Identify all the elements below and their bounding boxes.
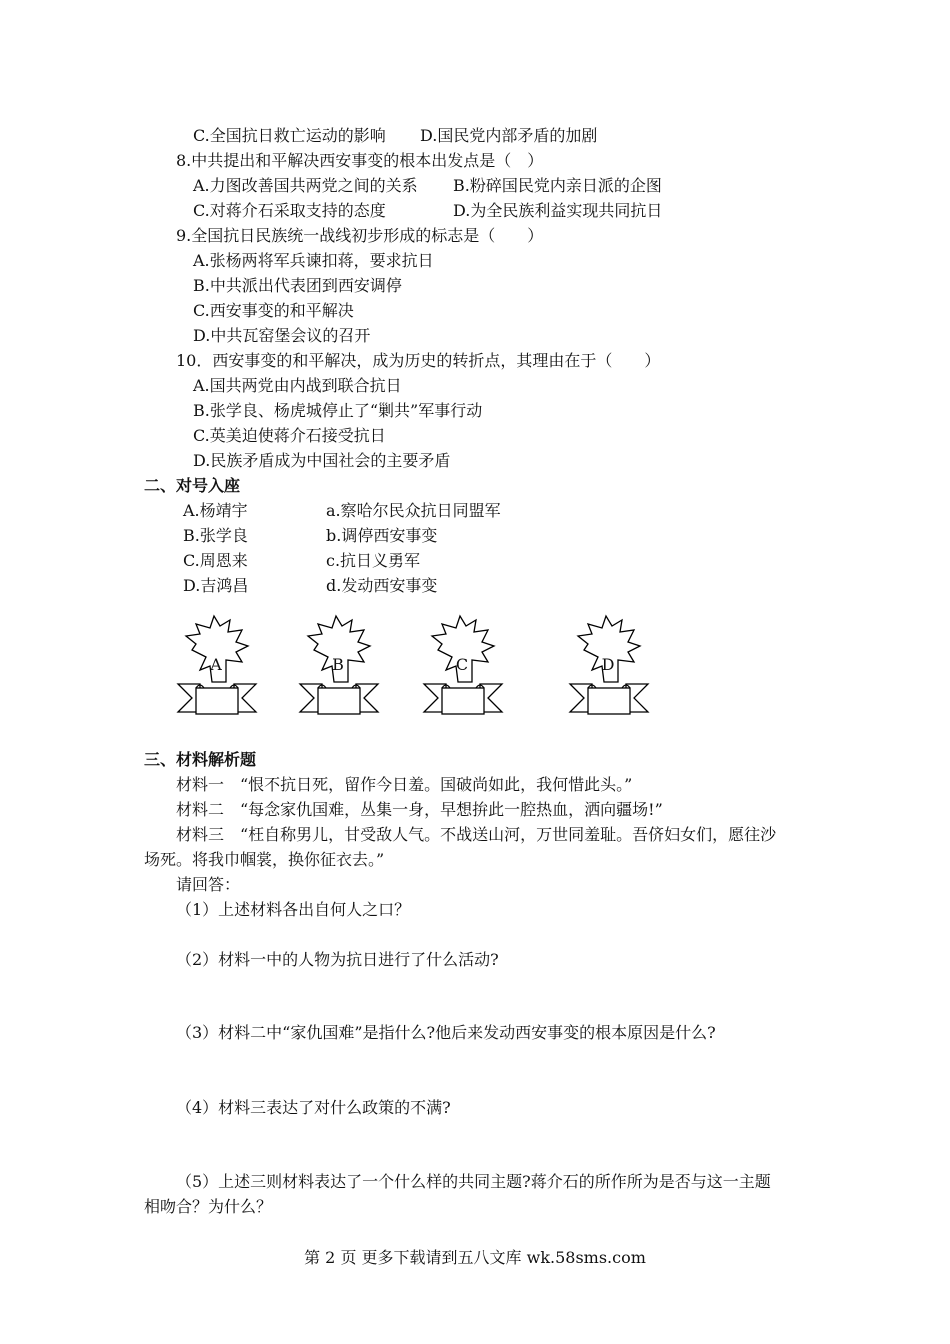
material-3-line1: 材料三 “枉自称男儿，甘受敌人气。不战送山河，万世同羞耻。吾侪妇女们，愿往沙 (176, 825, 777, 844)
matching-badges (170, 612, 670, 722)
answer-prompt: 请回答： (176, 875, 241, 894)
badge-d-label: D (601, 655, 615, 674)
q7-option-c: C.全国抗日救亡运动的影响 (193, 126, 386, 145)
question-5-line2: 相吻合？为什么？ (144, 1197, 273, 1216)
badge-d (570, 616, 648, 714)
q9-option-d: D.中共瓦窑堡会议的召开 (193, 326, 371, 345)
q7-option-d: D.国民党内部矛盾的加剧 (420, 126, 598, 145)
q9-option-a: A.张杨两将军兵谏扣蒋，要求抗日 (193, 251, 434, 270)
q8-stem: 8.中共提出和平解决西安事变的根本出发点是（ ） (176, 151, 544, 170)
q10-option-d: D.民族矛盾成为中国社会的主要矛盾 (193, 451, 451, 470)
q10-option-a: A.国共两党由内战到联合抗日 (193, 376, 402, 395)
badge-c (424, 616, 502, 714)
q10-option-b: B.张学良、杨虎城停止了“剿共”军事行动 (193, 401, 483, 420)
material-2: 材料二 “每念家仇国难，丛集一身，早想拚此一腔热血，洒向疆场!” (176, 800, 663, 819)
question-4: （4）材料三表达了对什么政策的不满? (176, 1098, 451, 1117)
q10-stem: 10．西安事变的和平解决，成为历史的转折点，其理由在于（ ） (176, 351, 661, 370)
match-left-d: D.吉鸿昌 (183, 576, 249, 595)
match-right-c: c.抗日义勇军 (326, 551, 421, 570)
badge-a (178, 616, 256, 714)
badge-b (300, 616, 378, 714)
match-right-a: a.察哈尔民众抗日同盟军 (326, 501, 501, 520)
material-3-line2: 场死。将我巾帼裳，换你征衣去。” (144, 850, 385, 869)
section3-title: 三、材料解析题 (144, 750, 257, 769)
badge-c-label: C (455, 655, 469, 674)
q9-option-c: C.西安事变的和平解决 (193, 301, 354, 320)
q8-option-c: C.对蒋介石采取支持的态度 (193, 201, 386, 220)
page-footer: 第 2 页 更多下载请到五八文库 wk.58sms.com (304, 1248, 646, 1267)
match-left-c: C.周恩来 (183, 551, 248, 570)
section2-title: 二、对号入座 (144, 476, 241, 495)
q9-option-b: B.中共派出代表团到西安调停 (193, 276, 402, 295)
q8-option-d: D.为全民族利益实现共同抗日 (453, 201, 663, 220)
match-right-d: d.发动西安事变 (326, 576, 438, 595)
material-1: 材料一 “恨不抗日死，留作今日羞。国破尚如此，我何惜此头。” (176, 775, 633, 794)
match-left-a: A.杨靖宇 (183, 501, 248, 520)
question-2: （2）材料一中的人物为抗日进行了什么活动? (176, 950, 499, 969)
q8-option-a: A.力图改善国共两党之间的关系 (193, 176, 418, 195)
question-5-line1: （5）上述三则材料表达了一个什么样的共同主题?蒋介石的所作所为是否与这一主题 (176, 1172, 771, 1191)
badge-b-label: B (332, 655, 344, 674)
question-3: （3）材料二中“家仇国难”是指什么?他后来发动西安事变的根本原因是什么? (176, 1023, 716, 1042)
question-1: （1）上述材料各出自何人之口？ (176, 900, 411, 919)
q9-stem: 9.全国抗日民族统一战线初步形成的标志是（ ） (176, 226, 544, 245)
match-right-b: b.调停西安事变 (326, 526, 438, 545)
q10-option-c: C.英美迫使蒋介石接受抗日 (193, 426, 386, 445)
match-left-b: B.张学良 (183, 526, 248, 545)
q8-option-b: B.粉碎国民党内亲日派的企图 (453, 176, 662, 195)
badge-a-label: A (210, 655, 222, 674)
